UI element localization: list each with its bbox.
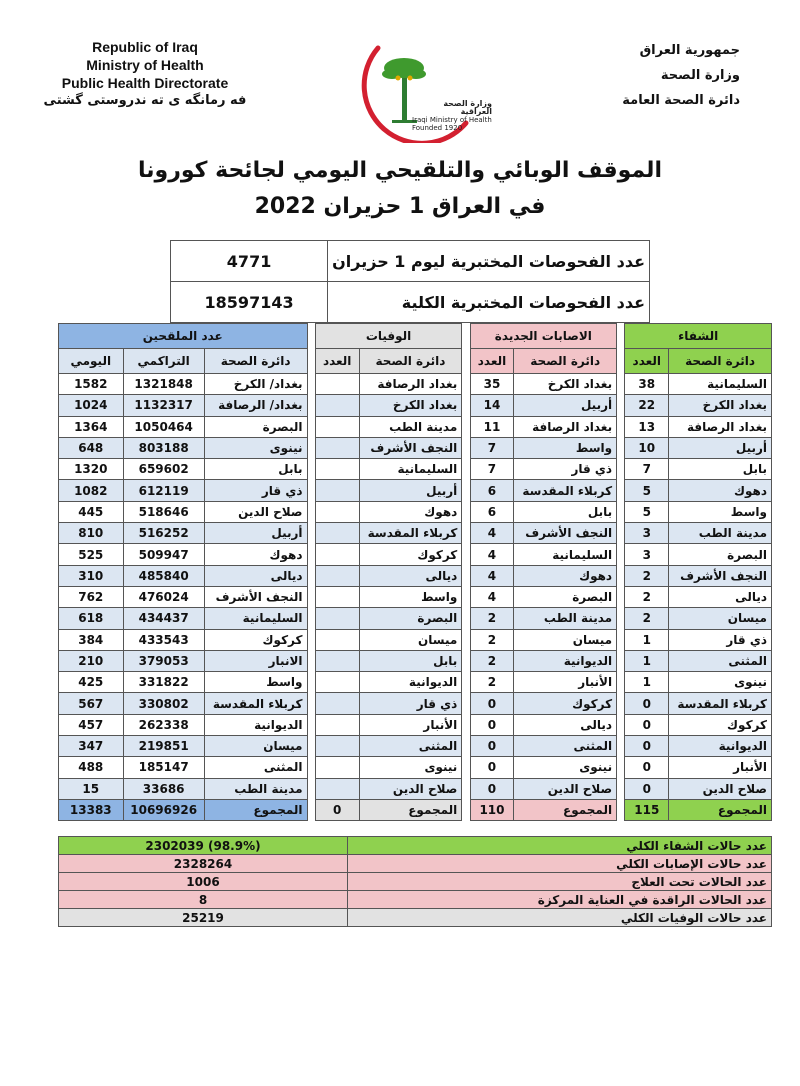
vaccinated-daily-cell: 488 bbox=[59, 757, 124, 778]
deaths-count-cell bbox=[315, 629, 359, 650]
recovery-directorate-cell: المثنى bbox=[669, 650, 772, 671]
vaccinated-directorate-cell: ديالى bbox=[204, 565, 307, 586]
deaths-directorate-cell: البصرة bbox=[359, 608, 462, 629]
recovery-count-cell: 0 bbox=[625, 714, 669, 735]
recovery-count-cell: 0 bbox=[625, 778, 669, 799]
vaccinated-daily-cell: 347 bbox=[59, 736, 124, 757]
vaccinated-directorate-cell: الديوانية bbox=[204, 714, 307, 735]
col-header-count: العدد bbox=[625, 349, 669, 374]
deaths-count-cell bbox=[315, 416, 359, 437]
new-cases-count-cell: 7 bbox=[470, 437, 514, 458]
new-cases-directorate-cell: السليمانية bbox=[514, 544, 617, 565]
new-cases-directorate-cell: كربلاء المقدسة bbox=[514, 480, 617, 501]
vaccinated-directorate-cell: ميسان bbox=[204, 736, 307, 757]
vaccinated-cumulative-cell: 1132317 bbox=[123, 395, 204, 416]
col-header-count: العدد bbox=[315, 349, 359, 374]
new-cases-count-cell: 0 bbox=[470, 757, 514, 778]
deaths-count-cell bbox=[315, 395, 359, 416]
vaccinated-daily-cell: 384 bbox=[59, 629, 124, 650]
recovery-count-cell: 7 bbox=[625, 459, 669, 480]
vaccinated-directorate-cell: صلاح الدين bbox=[204, 501, 307, 522]
deaths-count-cell bbox=[315, 650, 359, 671]
header-ar-line: جمهورية العراق bbox=[639, 43, 740, 58]
recovery-directorate-cell: بغداد الكرخ bbox=[669, 395, 772, 416]
vaccinated-daily-cell: 618 bbox=[59, 608, 124, 629]
vaccinated-cumulative-cell: 379053 bbox=[123, 650, 204, 671]
recovery-count-cell: 1 bbox=[625, 650, 669, 671]
recovery-count-cell: 2 bbox=[625, 608, 669, 629]
recovery-count-cell: 2 bbox=[625, 565, 669, 586]
vaccinated-directorate-cell: مدينة الطب bbox=[204, 778, 307, 799]
total-deaths: 0 bbox=[315, 799, 359, 820]
recovery-count-cell: 2 bbox=[625, 586, 669, 607]
table-row bbox=[59, 523, 772, 544]
deaths-count-cell bbox=[315, 480, 359, 501]
recovery-directorate-cell: ديالى bbox=[669, 586, 772, 607]
recovery-count-cell: 3 bbox=[625, 523, 669, 544]
vaccinated-cumulative-cell: 612119 bbox=[123, 480, 204, 501]
new-cases-count-cell: 2 bbox=[470, 608, 514, 629]
new-cases-directorate-cell: بابل bbox=[514, 501, 617, 522]
table-row bbox=[59, 586, 772, 607]
new-cases-count-cell: 4 bbox=[470, 523, 514, 544]
vaccinated-directorate-cell: أربيل bbox=[204, 523, 307, 544]
recovery-directorate-cell: كركوك bbox=[669, 714, 772, 735]
logo-caption bbox=[412, 100, 492, 132]
new-cases-directorate-cell: الديوانية bbox=[514, 650, 617, 671]
total-label: المجموع bbox=[514, 799, 617, 820]
recovery-count-cell: 10 bbox=[625, 437, 669, 458]
table-body bbox=[59, 374, 772, 800]
col-header-directorate: دائرة الصحة bbox=[204, 349, 307, 374]
deaths-directorate-cell: كركوك bbox=[359, 544, 462, 565]
vaccinated-directorate-cell: دهوك bbox=[204, 544, 307, 565]
tests-row bbox=[171, 282, 650, 323]
vaccinated-cumulative-cell: 219851 bbox=[123, 736, 204, 757]
vaccinated-cumulative-cell: 803188 bbox=[123, 437, 204, 458]
table-row bbox=[59, 757, 772, 778]
vaccinated-directorate-cell: واسط bbox=[204, 672, 307, 693]
total-label: المجموع bbox=[669, 799, 772, 820]
recovery-directorate-cell: ميسان bbox=[669, 608, 772, 629]
recovery-directorate-cell: البصرة bbox=[669, 544, 772, 565]
new-cases-directorate-cell: بغداد الرصافة bbox=[514, 416, 617, 437]
summary-value: 2328264 bbox=[59, 855, 348, 873]
vaccinated-cumulative-cell: 518646 bbox=[123, 501, 204, 522]
table-row bbox=[59, 608, 772, 629]
table-row bbox=[59, 736, 772, 757]
vaccinated-cumulative-cell: 434437 bbox=[123, 608, 204, 629]
page-title-line1: الموقف الوبائي والتلقيحي اليومي لجائحة كورونا bbox=[138, 158, 662, 183]
new-cases-count-cell: 2 bbox=[470, 650, 514, 671]
summary-row bbox=[59, 855, 772, 873]
deaths-directorate-cell: السليمانية bbox=[359, 459, 462, 480]
vaccinated-cumulative-cell: 509947 bbox=[123, 544, 204, 565]
new-cases-directorate-cell: دهوك bbox=[514, 565, 617, 586]
header-english bbox=[30, 38, 260, 110]
recovery-directorate-cell: الأنبار bbox=[669, 757, 772, 778]
deaths-count-cell bbox=[315, 778, 359, 799]
new-cases-count-cell: 0 bbox=[470, 714, 514, 735]
new-cases-directorate-cell: ميسان bbox=[514, 629, 617, 650]
tests-daily-value: 4771 bbox=[171, 241, 328, 282]
new-cases-directorate-cell: بغداد الكرخ bbox=[514, 374, 617, 395]
recovery-directorate-cell: أربيل bbox=[669, 437, 772, 458]
recovery-count-cell: 13 bbox=[625, 416, 669, 437]
table-row bbox=[59, 629, 772, 650]
col-header-directorate: دائرة الصحة bbox=[359, 349, 462, 374]
vaccinated-daily-cell: 310 bbox=[59, 565, 124, 586]
deaths-count-cell bbox=[315, 757, 359, 778]
new-cases-count-cell: 0 bbox=[470, 693, 514, 714]
summary-value: 25219 bbox=[59, 909, 348, 927]
tests-row bbox=[171, 241, 650, 282]
col-header-daily: اليومي bbox=[59, 349, 124, 374]
summary-table bbox=[58, 836, 772, 927]
group-header-row bbox=[59, 324, 772, 349]
recovery-directorate-cell: صلاح الدين bbox=[669, 778, 772, 799]
new-cases-directorate-cell: أربيل bbox=[514, 395, 617, 416]
summary-row bbox=[59, 873, 772, 891]
table-row bbox=[59, 459, 772, 480]
table-row bbox=[59, 437, 772, 458]
header-en-line: Ministry of Health bbox=[86, 57, 204, 73]
summary-label: عدد حالات الوفيات الكلي bbox=[348, 909, 772, 927]
column-header-row bbox=[59, 349, 772, 374]
table-row bbox=[59, 650, 772, 671]
recovery-count-cell: 0 bbox=[625, 757, 669, 778]
group-recovery-header: الشفاء bbox=[625, 324, 772, 349]
new-cases-count-cell: 2 bbox=[470, 672, 514, 693]
new-cases-directorate-cell: صلاح الدين bbox=[514, 778, 617, 799]
vaccinated-directorate-cell: بغداد/ الكرخ bbox=[204, 374, 307, 395]
vaccinated-cumulative-cell: 185147 bbox=[123, 757, 204, 778]
recovery-directorate-cell: ذي قار bbox=[669, 629, 772, 650]
deaths-directorate-cell: الديوانية bbox=[359, 672, 462, 693]
recovery-directorate-cell: بابل bbox=[669, 459, 772, 480]
new-cases-directorate-cell: ديالى bbox=[514, 714, 617, 735]
recovery-directorate-cell: النجف الأشرف bbox=[669, 565, 772, 586]
table-row bbox=[59, 395, 772, 416]
recovery-count-cell: 3 bbox=[625, 544, 669, 565]
deaths-directorate-cell: ذي قار bbox=[359, 693, 462, 714]
deaths-count-cell bbox=[315, 565, 359, 586]
summary-row bbox=[59, 909, 772, 927]
recovery-count-cell: 0 bbox=[625, 736, 669, 757]
summary-row bbox=[59, 837, 772, 855]
vaccinated-cumulative-cell: 433543 bbox=[123, 629, 204, 650]
deaths-count-cell bbox=[315, 693, 359, 714]
vaccinated-cumulative-cell: 1050464 bbox=[123, 416, 204, 437]
new-cases-directorate-cell: ذي قار bbox=[514, 459, 617, 480]
table-row bbox=[59, 565, 772, 586]
table-row bbox=[59, 693, 772, 714]
tests-table bbox=[170, 240, 650, 323]
col-header-directorate: دائرة الصحة bbox=[514, 349, 617, 374]
new-cases-directorate-cell: كركوك bbox=[514, 693, 617, 714]
recovery-directorate-cell: واسط bbox=[669, 501, 772, 522]
deaths-directorate-cell: واسط bbox=[359, 586, 462, 607]
recovery-count-cell: 1 bbox=[625, 672, 669, 693]
vaccinated-daily-cell: 457 bbox=[59, 714, 124, 735]
vaccinated-directorate-cell: نينوى bbox=[204, 437, 307, 458]
new-cases-count-cell: 4 bbox=[470, 586, 514, 607]
vaccinated-directorate-cell: كربلاء المقدسة bbox=[204, 693, 307, 714]
col-header-cumulative: التراكمي bbox=[123, 349, 204, 374]
recovery-directorate-cell: مدينة الطب bbox=[669, 523, 772, 544]
vaccinated-daily-cell: 425 bbox=[59, 672, 124, 693]
table-row bbox=[59, 480, 772, 501]
recovery-count-cell: 38 bbox=[625, 374, 669, 395]
deaths-count-cell bbox=[315, 586, 359, 607]
header-arabic bbox=[622, 38, 740, 113]
deaths-count-cell bbox=[315, 437, 359, 458]
table-row bbox=[59, 544, 772, 565]
total-recovery: 115 bbox=[625, 799, 669, 820]
new-cases-count-cell: 2 bbox=[470, 629, 514, 650]
vaccinated-cumulative-cell: 1321848 bbox=[123, 374, 204, 395]
vaccinated-daily-cell: 445 bbox=[59, 501, 124, 522]
vaccinated-cumulative-cell: 516252 bbox=[123, 523, 204, 544]
recovery-directorate-cell: دهوك bbox=[669, 480, 772, 501]
deaths-directorate-cell: بغداد الكرخ bbox=[359, 395, 462, 416]
logo-founded: Founded 1920 bbox=[412, 124, 463, 132]
vaccinated-daily-cell: 1320 bbox=[59, 459, 124, 480]
recovery-directorate-cell: نينوى bbox=[669, 672, 772, 693]
header-ar-line: وزارة الصحة bbox=[660, 68, 740, 83]
recovery-directorate-cell: بغداد الرصافة bbox=[669, 416, 772, 437]
vaccinated-daily-cell: 1582 bbox=[59, 374, 124, 395]
new-cases-count-cell: 6 bbox=[470, 501, 514, 522]
new-cases-directorate-cell: نينوى bbox=[514, 757, 617, 778]
vaccinated-daily-cell: 15 bbox=[59, 778, 124, 799]
recovery-directorate-cell: السليمانية bbox=[669, 374, 772, 395]
new-cases-count-cell: 0 bbox=[470, 778, 514, 799]
new-cases-directorate-cell: البصرة bbox=[514, 586, 617, 607]
new-cases-count-cell: 4 bbox=[470, 565, 514, 586]
total-vaccinated-cumulative: 10696926 bbox=[123, 799, 204, 820]
total-new-cases: 110 bbox=[470, 799, 514, 820]
recovery-count-cell: 5 bbox=[625, 501, 669, 522]
deaths-count-cell bbox=[315, 714, 359, 735]
recovery-count-cell: 1 bbox=[625, 629, 669, 650]
deaths-directorate-cell: النجف الأشرف bbox=[359, 437, 462, 458]
header-ar-line: دائرة الصحة العامة bbox=[622, 93, 740, 108]
vaccinated-directorate-cell: كركوك bbox=[204, 629, 307, 650]
table-row bbox=[59, 416, 772, 437]
header-en-line: Republic of Iraq bbox=[92, 39, 198, 55]
new-cases-directorate-cell: النجف الأشرف bbox=[514, 523, 617, 544]
deaths-directorate-cell: المثنى bbox=[359, 736, 462, 757]
vaccinated-daily-cell: 762 bbox=[59, 586, 124, 607]
col-header-directorate: دائرة الصحة bbox=[669, 349, 772, 374]
summary-label: عدد الحالات الراقدة في العناية المركزة bbox=[348, 891, 772, 909]
table-row bbox=[59, 374, 772, 395]
covid-stats-table bbox=[58, 323, 772, 821]
vaccinated-cumulative-cell: 33686 bbox=[123, 778, 204, 799]
deaths-directorate-cell: الأنبار bbox=[359, 714, 462, 735]
summary-label: عدد حالات الإصابات الكلي bbox=[348, 855, 772, 873]
totals-row bbox=[59, 799, 772, 820]
vaccinated-cumulative-cell: 476024 bbox=[123, 586, 204, 607]
deaths-directorate-cell: بابل bbox=[359, 650, 462, 671]
new-cases-count-cell: 4 bbox=[470, 544, 514, 565]
logo-caption-en: Iraqi Ministry of Health bbox=[412, 116, 492, 124]
table-row bbox=[59, 501, 772, 522]
summary-row bbox=[59, 891, 772, 909]
deaths-directorate-cell: مدينة الطب bbox=[359, 416, 462, 437]
deaths-directorate-cell: أربيل bbox=[359, 480, 462, 501]
vaccinated-cumulative-cell: 659602 bbox=[123, 459, 204, 480]
new-cases-directorate-cell: المثنى bbox=[514, 736, 617, 757]
vaccinated-cumulative-cell: 331822 bbox=[123, 672, 204, 693]
tests-daily-label: عدد الفحوصات المختبرية ليوم 1 حزيران bbox=[328, 241, 650, 282]
vaccinated-daily-cell: 810 bbox=[59, 523, 124, 544]
vaccinated-daily-cell: 1082 bbox=[59, 480, 124, 501]
deaths-count-cell bbox=[315, 672, 359, 693]
vaccinated-cumulative-cell: 262338 bbox=[123, 714, 204, 735]
deaths-directorate-cell: ديالى bbox=[359, 565, 462, 586]
new-cases-directorate-cell: مدينة الطب bbox=[514, 608, 617, 629]
header-kurdish-line: فه رمانگه ى ته ندروستى گشتى bbox=[43, 93, 247, 108]
deaths-count-cell bbox=[315, 523, 359, 544]
vaccinated-directorate-cell: النجف الأشرف bbox=[204, 586, 307, 607]
table-row bbox=[59, 778, 772, 799]
deaths-count-cell bbox=[315, 501, 359, 522]
vaccinated-directorate-cell: الانبار bbox=[204, 650, 307, 671]
deaths-count-cell bbox=[315, 544, 359, 565]
tests-total-label: عدد الفحوصات المختبرية الكلية bbox=[328, 282, 650, 323]
total-vaccinated-daily: 13383 bbox=[59, 799, 124, 820]
summary-value: 2302039 (98.9%) bbox=[59, 837, 348, 855]
vaccinated-daily-cell: 567 bbox=[59, 693, 124, 714]
col-header-count: العدد bbox=[470, 349, 514, 374]
deaths-directorate-cell: نينوى bbox=[359, 757, 462, 778]
vaccinated-directorate-cell: البصرة bbox=[204, 416, 307, 437]
vaccinated-daily-cell: 1024 bbox=[59, 395, 124, 416]
deaths-count-cell bbox=[315, 459, 359, 480]
summary-value: 8 bbox=[59, 891, 348, 909]
recovery-count-cell: 22 bbox=[625, 395, 669, 416]
deaths-count-cell bbox=[315, 736, 359, 757]
vaccinated-daily-cell: 1364 bbox=[59, 416, 124, 437]
deaths-count-cell bbox=[315, 374, 359, 395]
deaths-directorate-cell: بغداد الرصافة bbox=[359, 374, 462, 395]
logo-caption-ar: وزارة الصحة العراقية bbox=[443, 99, 492, 116]
new-cases-directorate-cell: واسط bbox=[514, 437, 617, 458]
vaccinated-cumulative-cell: 485840 bbox=[123, 565, 204, 586]
vaccinated-daily-cell: 210 bbox=[59, 650, 124, 671]
new-cases-count-cell: 35 bbox=[470, 374, 514, 395]
group-new-cases-header: الاصابات الجديدة bbox=[470, 324, 616, 349]
new-cases-count-cell: 11 bbox=[470, 416, 514, 437]
vaccinated-daily-cell: 525 bbox=[59, 544, 124, 565]
new-cases-count-cell: 7 bbox=[470, 459, 514, 480]
summary-label: عدد الحالات تحت العلاج bbox=[348, 873, 772, 891]
vaccinated-directorate-cell: بابل bbox=[204, 459, 307, 480]
tests-total-value: 18597143 bbox=[171, 282, 328, 323]
page-title-line2: في العراق 1 حزيران 2022 bbox=[254, 194, 546, 219]
header-en-line: Public Health Directorate bbox=[61, 75, 229, 91]
deaths-count-cell bbox=[315, 608, 359, 629]
total-label: المجموع bbox=[359, 799, 462, 820]
vaccinated-directorate-cell: السليمانية bbox=[204, 608, 307, 629]
total-label: المجموع bbox=[204, 799, 307, 820]
group-deaths-header: الوفيات bbox=[315, 324, 461, 349]
recovery-count-cell: 0 bbox=[625, 693, 669, 714]
new-cases-count-cell: 14 bbox=[470, 395, 514, 416]
new-cases-directorate-cell: الأنبار bbox=[514, 672, 617, 693]
deaths-directorate-cell: صلاح الدين bbox=[359, 778, 462, 799]
recovery-directorate-cell: كربلاء المقدسة bbox=[669, 693, 772, 714]
vaccinated-directorate-cell: بغداد/ الرصافة bbox=[204, 395, 307, 416]
group-vaccinated-header: عدد الملقحين bbox=[59, 324, 308, 349]
deaths-directorate-cell: ميسان bbox=[359, 629, 462, 650]
vaccinated-daily-cell: 648 bbox=[59, 437, 124, 458]
summary-value: 1006 bbox=[59, 873, 348, 891]
deaths-directorate-cell: دهوك bbox=[359, 501, 462, 522]
recovery-directorate-cell: الديوانية bbox=[669, 736, 772, 757]
new-cases-count-cell: 6 bbox=[470, 480, 514, 501]
vaccinated-directorate-cell: ذي قار bbox=[204, 480, 307, 501]
table-row bbox=[59, 714, 772, 735]
vaccinated-directorate-cell: المثنى bbox=[204, 757, 307, 778]
vaccinated-cumulative-cell: 330802 bbox=[123, 693, 204, 714]
recovery-count-cell: 5 bbox=[625, 480, 669, 501]
new-cases-count-cell: 0 bbox=[470, 736, 514, 757]
table-row bbox=[59, 672, 772, 693]
deaths-directorate-cell: كربلاء المقدسة bbox=[359, 523, 462, 544]
summary-label: عدد حالات الشفاء الكلي bbox=[348, 837, 772, 855]
